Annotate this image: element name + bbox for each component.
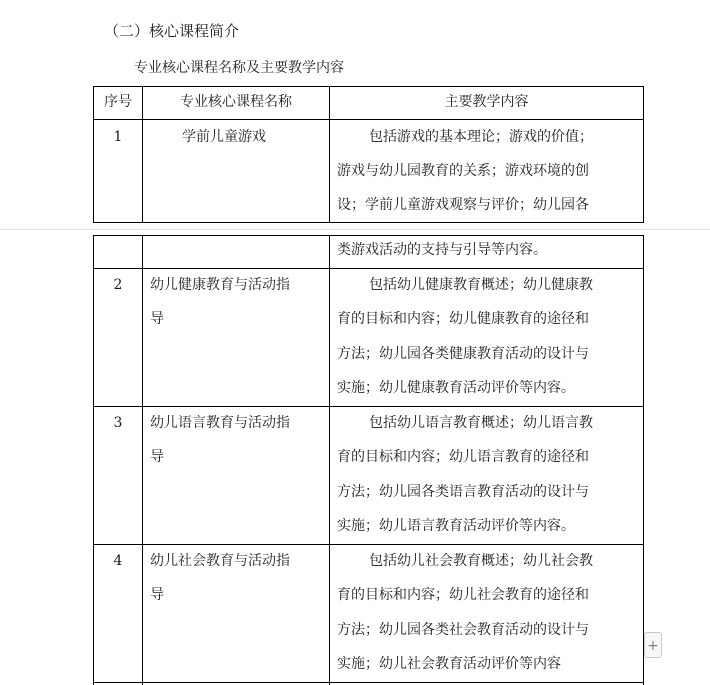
row4-no: 4 <box>113 553 123 569</box>
row4-content-line4: 实施；幼儿社会教育活动评价等内容 <box>337 656 561 672</box>
page2-col-divider-2 <box>329 235 330 685</box>
row1-content-line3: 设；学前儿童游戏观察与评价；幼儿园各 <box>337 197 589 213</box>
row1-no: 1 <box>113 129 123 145</box>
row1-content-line1: 包括游戏的基本理论；游戏的价值； <box>369 129 593 145</box>
row4-content-line2: 育的目标和内容；幼儿社会教育的途径和 <box>337 587 589 603</box>
section-heading: （二）核心课程简介 <box>104 22 240 40</box>
row2-course-name-line2: 导 <box>150 311 164 327</box>
row2-content-line1: 包括幼儿健康教育概述；幼儿健康教 <box>369 277 593 293</box>
row1-content-line2: 游戏与幼儿园教育的关系；游戏环境的创 <box>337 163 589 179</box>
row3-course-name-line1: 幼儿语言教育与活动指 <box>150 415 290 431</box>
row2-content-line4: 实施；幼儿健康教育活动评价等内容。 <box>337 380 575 396</box>
row1-course-name: 学前儿童游戏 <box>182 129 266 145</box>
page1-border-right <box>643 86 644 223</box>
row3-content-line1: 包括幼儿语言教育概述；幼儿语言教 <box>369 415 593 431</box>
row1-content-line4: 类游戏活动的支持与引导等内容。 <box>337 242 547 258</box>
row4-course-name-line1: 幼儿社会教育与活动指 <box>150 553 290 569</box>
header-content: 主要教学内容 <box>444 94 529 110</box>
page2-border-left <box>93 235 94 685</box>
row3-course-name-line2: 导 <box>150 449 164 465</box>
row2-course-name-line1: 幼儿健康教育与活动指 <box>150 277 290 293</box>
row3-content-line4: 实施；幼儿语言教育活动评价等内容。 <box>337 518 575 534</box>
row2-content-line2: 育的目标和内容；幼儿健康教育的途径和 <box>337 311 589 327</box>
page2-border-right <box>643 235 644 685</box>
add-row-button[interactable]: + <box>644 632 662 658</box>
row4-content-line1: 包括幼儿社会教育概述；幼儿社会教 <box>369 553 593 569</box>
row3-no: 3 <box>113 415 123 431</box>
table-caption: 专业核心课程名称及主要教学内容 <box>134 60 344 76</box>
header-course-name: 专业核心课程名称 <box>180 94 292 110</box>
header-no: 序号 <box>104 94 132 110</box>
row3-content-line2: 育的目标和内容；幼儿语言教育的途径和 <box>337 449 589 465</box>
row4-content-line3: 方法；幼儿园各类社会教育活动的设计与 <box>337 622 589 638</box>
row2-no: 2 <box>113 277 123 293</box>
row-divider-4 <box>93 682 644 683</box>
page2-col-divider-1 <box>142 235 143 685</box>
row3-content-line3: 方法；幼儿园各类语言教育活动的设计与 <box>337 484 589 500</box>
page-break-divider <box>0 229 710 230</box>
row2-content-line3: 方法；幼儿园各类健康教育活动的设计与 <box>337 346 589 362</box>
row4-course-name-line2: 导 <box>150 587 164 603</box>
